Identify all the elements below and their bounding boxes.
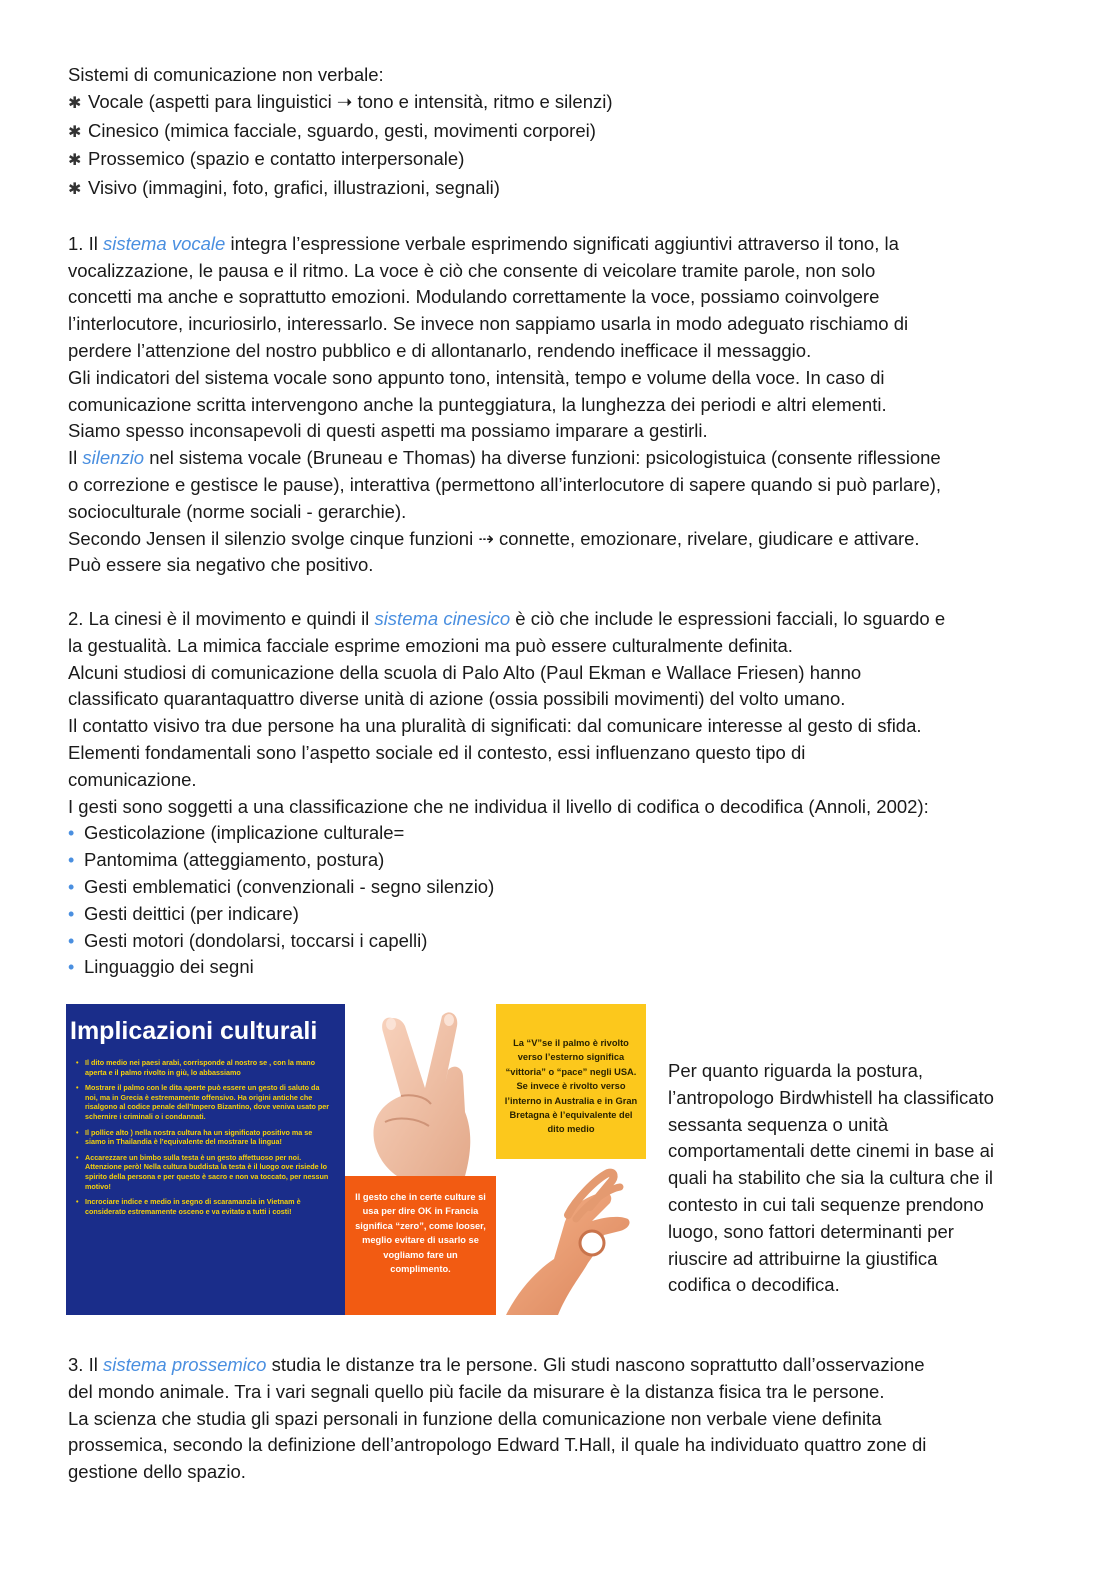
figure-row [66, 1004, 1046, 1316]
asterisk-bullet-icon: ✱ [68, 94, 82, 112]
text-line: comportamentali dette cinemi in base ai [668, 1140, 994, 1162]
bullet-dot-icon: • [68, 876, 75, 897]
ok-gesture-text: Il gesto che in certe culture si usa per dire OK in Francia significa “zero”, come looser, meglio evitare di usarlo se vogliamo fare un complimento. [355, 1192, 486, 1275]
infographic-list [76, 1058, 334, 1222]
intro-title: Sistemi di comunicazione non verbale: [68, 64, 384, 85]
text-line: perdere l’attenzione del nostro pubblico e di allontanarlo, rendendo inefficace il messaggio. [68, 339, 812, 361]
list-item: • Il pollice alto ) nella nostra cultura ha un significato positivo ma se siamo in Thailandia è l’equivalente del mostrare la lingua! [76, 1128, 334, 1147]
list-item: • Accarezzare un bimbo sulla testa è un gesto affettuoso per noi. Attenzione però! Nella cultura buddista la testa è il luogo ove risiede lo spirito della persona e per questo è sacro e non va toccato, per nessun motivo! [76, 1153, 334, 1191]
gesture-item: • Pantomima (atteggiamento, postura) [68, 847, 1048, 874]
text-line: vocalizzazione, le pausa e il ritmo. La voce è ciò che consente di veicolare tramite parole, non solo [68, 259, 876, 281]
text-line: gestione dello spazio. [68, 1461, 246, 1483]
text-line: Può essere sia negativo che positivo. [68, 554, 374, 576]
gesture-item: • Linguaggio dei segni [68, 954, 1048, 981]
text-line: o correzione e gestisce le pause), interattiva (permettono all’interlocutore di sapere quando si può parlare), [68, 473, 942, 495]
gesture-item: • Gesti emblematici (convenzionali - segno silenzio) [68, 874, 1048, 901]
text-line: Alcuni studiosi di comunicazione della scuola di Palo Alto (Paul Ekman e Wallace Friesen) hanno [68, 661, 862, 683]
v-sign-text: La “V”se il palmo è rivolto verso l’esterno significa “vittoria” o “pace” negli USA. Se invece è rivolto verso l’interno in Australia e in Gran Bretagna è l’equivalente del dito medio [504, 1038, 638, 1135]
v-sign-hand-image [345, 1004, 496, 1176]
text-line: socioculturale (norme sociali - gerarchie). [68, 500, 407, 522]
text-line: Per quanto riguarda la postura, [668, 1060, 924, 1081]
ok-gesture-panel [345, 1176, 496, 1315]
text-line: comunicazione. [68, 768, 197, 790]
text-line: I gesti sono soggetti a una classificazione che ne individua il livello di codifica o decodifica (Annoli, 2002): [68, 795, 929, 817]
text-line: quali ha stabilito che sia la cultura che il [668, 1167, 993, 1189]
v-sign-panel [496, 1004, 646, 1159]
gesture-item: • Gesti deittici (per indicare) [68, 901, 1048, 928]
text-line: contesto in cui tali sequenze prendono [668, 1193, 984, 1215]
highlight-term: silenzio [82, 447, 145, 469]
text-line: Siamo spesso inconsapevoli di questi aspetti ma possiamo imparare a gestirli. [68, 420, 708, 442]
list-item: • Incrociare indice e medio in segno di scaramanzia in Vietnam è considerato estremamente osceno e va evitato a tutti i costi! [76, 1197, 334, 1216]
text-line: Secondo Jensen il silenzio svolge cinque funzioni ⇢ connette, emozionare, rivelare, giudicare e attivare. [68, 527, 920, 549]
document-body [68, 62, 1048, 981]
section2-first-line: 2. La cinesi è il movimento e quindi il sistema cinesico è ciò che include le espressioni facciali, lo sguardo e [68, 607, 946, 629]
posture-paragraph [668, 1058, 1048, 1299]
text-line: luogo, sono fattori determinanti per [668, 1220, 954, 1242]
bullet-dot-icon: • [68, 823, 75, 844]
infographic-blue-panel [66, 1004, 345, 1315]
section3-first-line: 3. Il sistema prossemico studia le distanze tra le persone. Gli studi nascono soprattutto dall’osservazione [68, 1354, 925, 1375]
list-item: • Il dito medio nei paesi arabi, corrisponde al nostro se , con la mano aperta e il palmo rivolto in giù, lo abbassiamo [76, 1058, 334, 1077]
list-item: ✱ Cinesico (mimica facciale, sguardo, gesti, movimenti corporei) [68, 118, 1048, 147]
section1-first-line: 1. Il sistema vocale integra l’espressione verbale esprimendo significati aggiuntivi attraverso il tono, la [68, 232, 899, 254]
silence-first-line: Il silenzio nel sistema vocale (Bruneau e Thomas) ha diverse funzioni: psicologistuica (consente riflessione [68, 447, 941, 469]
cultural-implications-infographic [66, 1004, 646, 1315]
text-line: la gestualità. La mimica facciale esprime emozioni ma può essere culturalmente definita. [68, 634, 793, 656]
list-item: ✱ Prossemico (spazio e contatto interpersonale) [68, 146, 1048, 175]
highlight-term: sistema vocale [102, 232, 226, 254]
infographic-title: Implicazioni culturali [70, 1017, 318, 1045]
asterisk-bullet-icon: ✱ [68, 181, 82, 199]
bullet-dot-icon: • [68, 957, 75, 978]
text-line: del mondo animale. Tra i vari segnali quello più facile da misurare è la distanza fisica tra le persone. [68, 1380, 885, 1402]
text-line: sessanta sequenza o unità [668, 1113, 889, 1135]
text-line: l’antropologo Birdwhistell ha classificato [668, 1086, 994, 1108]
text-line: prossemica, secondo la definizione dell’antropologo Edward T.Hall, il quale ha individuato quattro zone di [68, 1434, 927, 1456]
text-line: riuscire ad attribuirne la giustifica [668, 1247, 938, 1269]
gesture-item: • Gesti motori (dondolarsi, toccarsi i capelli) [68, 928, 1048, 955]
gesture-item: • Gesticolazione (implicazione culturale= [68, 820, 1048, 847]
highlight-term: sistema cinesico [374, 607, 511, 629]
list-item: ✱ Vocale (aspetti para linguistici ➝ tono e intensità, ritmo e silenzi) [68, 89, 1048, 118]
section3 [68, 1352, 1048, 1486]
highlight-term: sistema prossemico [102, 1354, 267, 1375]
text-line: classificato quarantaquattro diverse unità di azione (ossia possibili movimenti) del volto umano. [68, 688, 846, 710]
text-line: Gli indicatori del sistema vocale sono appunto tono, intensità, tempo e volume della voce. In caso di [68, 366, 885, 388]
bullet-dot-icon: • [68, 930, 75, 951]
text-line: concetti ma anche e soprattutto emozioni. Modulando correttamente la voce, possiamo coinvolgere [68, 286, 880, 308]
ok-hand-icon [496, 1159, 646, 1315]
ok-hand-image [496, 1159, 646, 1315]
text-line: comunicazione scritta intervengono anche la punteggiatura, la lunghezza dei periodi e altri elementi. [68, 393, 887, 415]
v-sign-hand-icon [345, 1004, 496, 1176]
text-line: codifica o decodifica. [668, 1274, 840, 1296]
bullet-dot-icon: • [68, 903, 75, 924]
text-line: La scienza che studia gli spazi personali in funzione della comunicazione non verbale viene definita [68, 1407, 882, 1429]
list-item: ✱ Visivo (immagini, foto, grafici, illustrazioni, segnali) [68, 175, 1048, 204]
text-line: Il contatto visivo tra due persone ha una pluralità di significati: dal comunicare interesse al gesto di sfida. [68, 715, 922, 737]
list-item: • Mostrare il palmo con le dita aperte può essere un gesto di saluto da noi, ma in Grecia è estremamente offensivo. Ha origini antiche che risalgono al codice penale dell’Impero Bizantino, dove veniva usato per schernire i criminali o i condannati. [76, 1083, 334, 1121]
text-line: l’interlocutore, incuriosirlo, interessarlo. Se invece non sappiamo usarla in modo adeguato rischiamo di [68, 313, 909, 335]
text-line: Elementi fondamentali sono l’aspetto sociale ed il contesto, essi influenzano questo tipo di [68, 741, 806, 763]
bullet-dot-icon: • [68, 850, 75, 871]
asterisk-bullet-icon: ✱ [68, 123, 82, 141]
asterisk-bullet-icon: ✱ [68, 152, 82, 170]
